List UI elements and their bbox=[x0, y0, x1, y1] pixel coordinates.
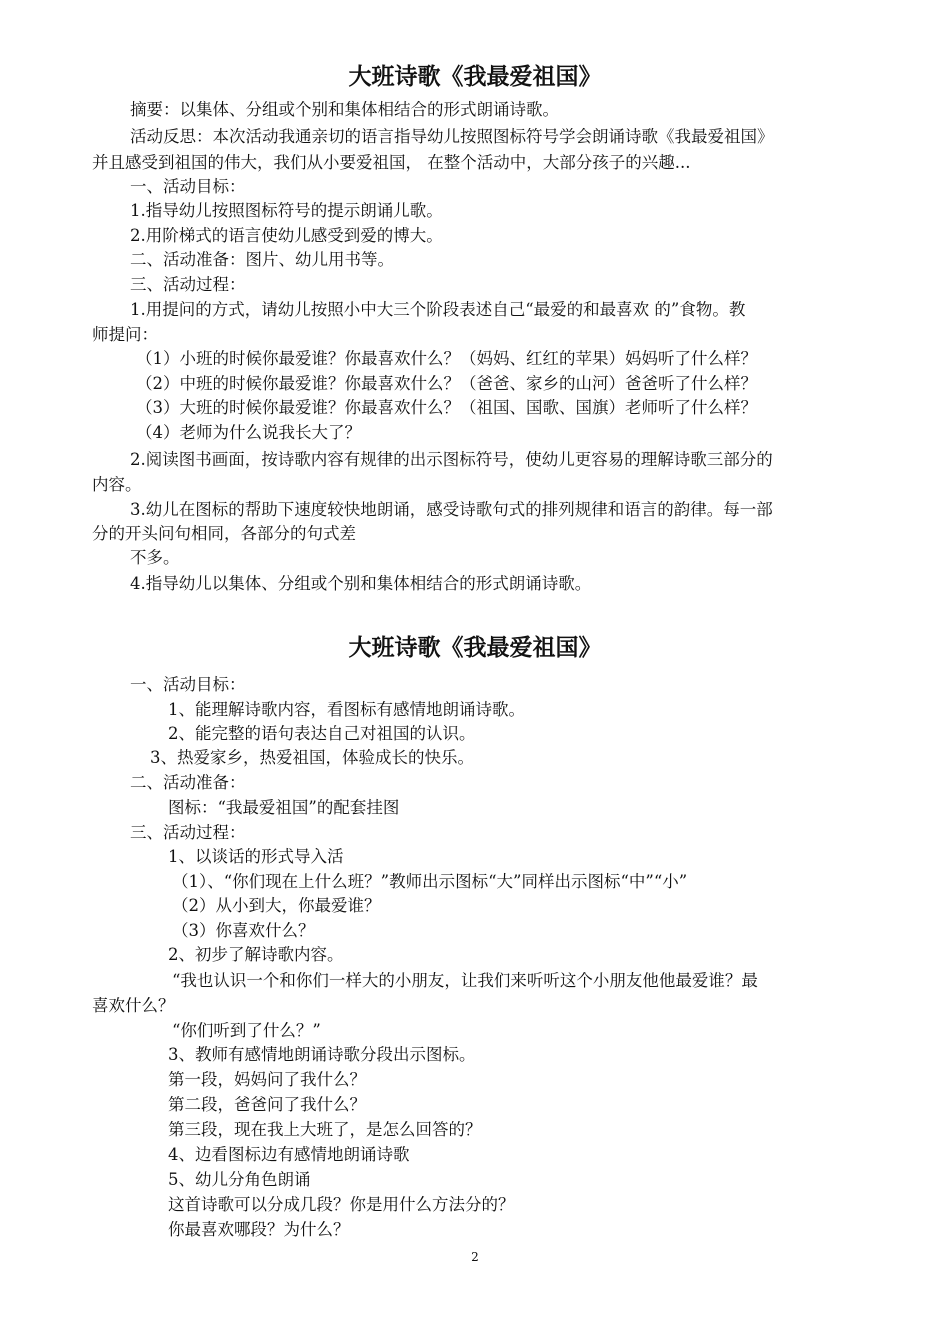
summary-text: 摘要：以集体、分组或个别和集体相结合的形式朗诵诗歌。 bbox=[130, 100, 559, 119]
goals-heading: 一、活动目标： bbox=[130, 177, 246, 196]
page-number: 2 bbox=[471, 1250, 479, 1264]
process-step-2-line1: 2.阅读图书画面，按诗歌内容有规律的出示图标符号，使幼儿更容易的理解诗歌三部分的 bbox=[130, 450, 773, 469]
process-2-step-3-s3: 第三段，现在我上大班了，是怎么回答的？ bbox=[168, 1120, 482, 1139]
prep-heading-2: 二、活动准备： bbox=[130, 773, 246, 792]
process-2-step-1-q1: （1）、“你们现在上什么班？”教师出示图标“大”同样出示图标“中”“小” bbox=[172, 872, 688, 891]
process-2-step-3: 3、教师有感情地朗诵诗歌分段出示图标。 bbox=[168, 1045, 476, 1064]
process-2-step-2-quote2: “你们听到了什么？” bbox=[172, 1021, 321, 1040]
goals-heading-2: 一、活动目标： bbox=[130, 675, 246, 694]
process-2-step-5: 5、幼儿分角色朗诵 bbox=[168, 1170, 311, 1189]
process-2-step-5-q2: 你最喜欢哪段？为什么？ bbox=[168, 1220, 350, 1239]
question-3: （3）大班的时候你最爱谁？你最喜欢什么？（祖国、国歌、国旗）老师听了什么样？ bbox=[136, 398, 757, 417]
reflection-text-line2: 并且感受到祖国的伟大，我们从小要爱祖国， 在整个活动中，大部分孩子的兴趣... bbox=[92, 153, 691, 172]
question-2: （2）中班的时候你最爱谁？你最喜欢什么？（爸爸、家乡的山河）爸爸听了什么样？ bbox=[136, 374, 757, 393]
process-2-step-1-q3: （3）你喜欢什么？ bbox=[172, 921, 315, 940]
process-2-step-2: 2、初步了解诗歌内容。 bbox=[168, 945, 344, 964]
question-4: （4）老师为什么说我长大了？ bbox=[136, 423, 361, 442]
process-step-3-line2: 分的开头问句相同，各部分的句式差 bbox=[92, 524, 356, 543]
process-step-1-line2: 师提问： bbox=[92, 325, 158, 344]
prep-item-2: 图标：“我最爱祖国”的配套挂图 bbox=[168, 798, 400, 817]
goal-2-item-2: 2、能完整的语句表达自己对祖国的认识。 bbox=[168, 724, 476, 743]
goal-item-2: 2.用阶梯式的语言使幼儿感受到爱的博大。 bbox=[130, 226, 443, 245]
question-1: （1）小班的时候你最爱谁？你最喜欢什么？（妈妈、红红的苹果）妈妈听了什么样？ bbox=[136, 349, 757, 368]
process-step-3-line3: 不多。 bbox=[130, 548, 180, 567]
goal-2-item-3: 3、热爱家乡，热爱祖国，体验成长的快乐。 bbox=[150, 748, 474, 767]
section1-title: 大班诗歌《我最爱祖国》 bbox=[348, 64, 602, 90]
process-step-3-line1: 3.幼儿在图标的帮助下速度较快地朗诵，感受诗歌句式的排列规律和语言的韵律。每一部 bbox=[130, 500, 773, 519]
process-2-step-4: 4、边看图标边有感情地朗诵诗歌 bbox=[168, 1145, 410, 1164]
reflection-text-line1: 活动反思：本次活动我通亲切的语言指导幼儿按照图标符号学会朗诵诗歌《我最爱祖国》 bbox=[130, 127, 774, 146]
process-2-step-5-q1: 这首诗歌可以分成几段？你是用什么方法分的？ bbox=[168, 1195, 515, 1214]
process-2-step-1-q2: （2）从小到大，你最爱谁？ bbox=[172, 896, 381, 915]
goal-item-1: 1.指导幼儿按照图标符号的提示朗诵儿歌。 bbox=[130, 201, 443, 220]
process-2-step-3-s1: 第一段，妈妈问了我什么？ bbox=[168, 1070, 366, 1089]
process-2-step-2-quote-line2: 喜欢什么？ bbox=[92, 996, 175, 1015]
process-heading: 三、活动过程： bbox=[130, 275, 246, 294]
process-2-step-1: 1、以谈话的形式导入活 bbox=[168, 847, 344, 866]
process-2-step-3-s2: 第二段，爸爸问了我什么？ bbox=[168, 1095, 366, 1114]
process-step-4: 4.指导幼儿以集体、分组或个别和集体相结合的形式朗诵诗歌。 bbox=[130, 574, 592, 593]
process-step-2-line2: 内容。 bbox=[92, 475, 142, 494]
process-step-1-line1: 1.用提问的方式，请幼儿按照小中大三个阶段表述自己“最爱的和最喜欢 的”食物。教 bbox=[130, 300, 746, 319]
section2-title: 大班诗歌《我最爱祖国》 bbox=[348, 635, 602, 661]
process-heading-2: 三、活动过程： bbox=[130, 823, 246, 842]
goal-2-item-1: 1、能理解诗歌内容，看图标有感情地朗诵诗歌。 bbox=[168, 700, 525, 719]
process-2-step-2-quote-line1: “我也认识一个和你们一样大的小朋友，让我们来听听这个小朋友他他最爱谁？最 bbox=[172, 971, 758, 990]
preparation-text: 二、活动准备：图片、幼儿用书等。 bbox=[130, 250, 394, 269]
